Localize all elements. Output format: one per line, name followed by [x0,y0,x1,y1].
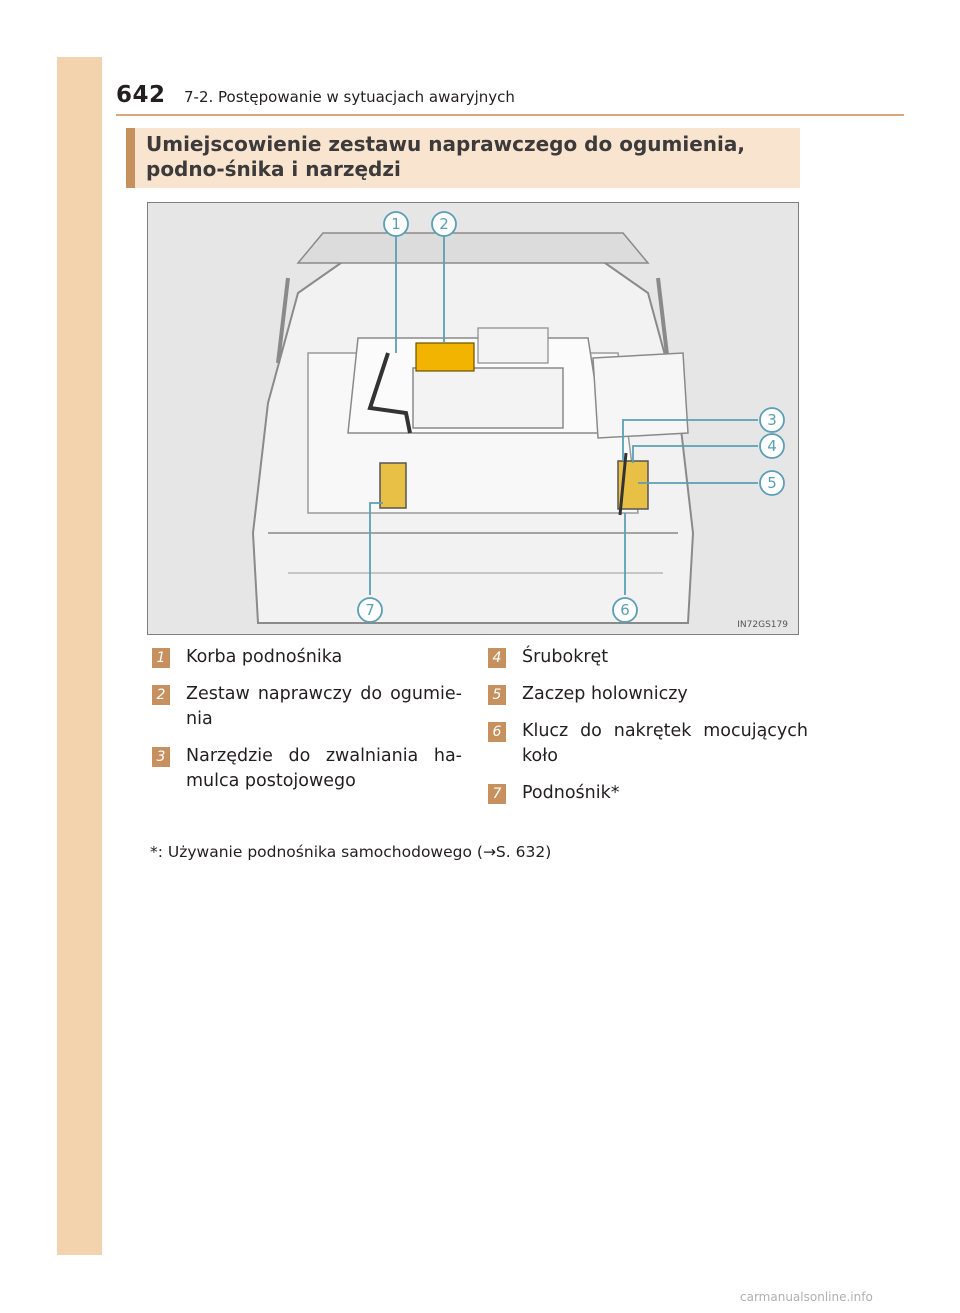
footnote: *: Używanie podnośnika samochodowego (→S. 632) [150,843,552,861]
trunk-drawing [148,203,798,634]
item-label: Klucz do nakrętek mocujących koło [522,721,808,766]
illustration-code: IN72GS179 [737,620,788,630]
callout-5: 5 [767,474,777,492]
callout-2: 2 [439,215,449,233]
item-label: Narzędzie do zwalniania ha-mulca postojowego [186,746,462,791]
callout-4: 4 [767,437,777,455]
item-number: 2 [152,685,170,705]
list-item [488,719,808,769]
list-item [152,682,462,732]
list-item [488,781,808,806]
item-number: 4 [488,648,506,668]
item-number: 1 [152,648,170,668]
item-label: Śrubokręt [522,647,609,667]
legend-right [488,645,808,818]
callout-1: 1 [391,215,401,233]
list-item [488,645,808,670]
section-accent-bar [126,128,135,188]
item-label: Podnośnik* [522,783,620,803]
list-item [152,744,462,794]
header-rule [116,114,904,116]
item-number: 7 [488,784,506,804]
item-number: 3 [152,747,170,767]
legend-left [152,645,462,806]
section-title: Umiejscowienie zestawu naprawczego do ogumienia, podno-śnika i narzędzi [146,132,745,181]
callout-6: 6 [620,601,630,619]
list-item [152,645,462,670]
item-label: Zaczep holowniczy [522,684,688,704]
item-label: Korba podnośnika [186,647,343,667]
item-number: 6 [488,722,506,742]
page-header [116,80,904,116]
side-strip [57,57,102,1255]
watermark: carmanualsonline.info [740,1290,873,1304]
list-item [488,682,808,707]
section-heading [126,128,800,188]
item-label: Zestaw naprawczy do ogumie-nia [186,684,462,729]
callout-3: 3 [767,411,777,429]
page-number: 642 [116,82,166,108]
callout-7: 7 [365,601,375,619]
trunk-illustration [147,202,799,635]
chapter-title: 7-2. Postępowanie w sytuacjach awaryjnych [184,88,515,106]
item-number: 5 [488,685,506,705]
